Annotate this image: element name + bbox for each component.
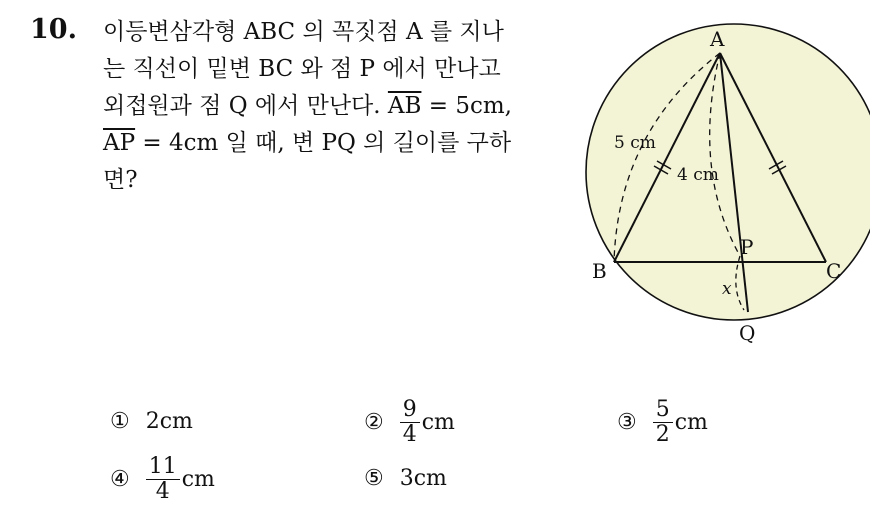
point-label-q: Q bbox=[739, 321, 756, 345]
segment-ap: $\overline{AP}$ bbox=[103, 130, 136, 156]
choice-marker: ③ bbox=[617, 410, 637, 435]
question-line-5 bbox=[103, 162, 573, 199]
fraction bbox=[146, 455, 180, 504]
question-line-2 bbox=[103, 51, 573, 88]
point-label-c: C bbox=[826, 259, 842, 283]
fraction bbox=[653, 398, 673, 447]
choice-marker: ⑤ bbox=[364, 466, 384, 491]
choice-1[interactable] bbox=[110, 409, 193, 434]
geometry-figure bbox=[580, 20, 870, 350]
length-label-ab: 5 cm bbox=[614, 133, 656, 153]
choice-3[interactable] bbox=[617, 398, 708, 447]
fraction-denominator: 2 bbox=[655, 422, 670, 447]
choice-2[interactable] bbox=[364, 398, 455, 447]
point-label-p: P bbox=[740, 235, 754, 259]
fraction-numerator: 5 bbox=[653, 398, 673, 423]
question-text-segment: 이등변삼각형 ABC 의 꼭짓점 A 를 지나 bbox=[103, 19, 504, 45]
choice-value: 2cm bbox=[145, 409, 193, 434]
question-text-segment: 면? bbox=[103, 167, 138, 193]
choice-unit: cm bbox=[674, 410, 708, 435]
choice-4[interactable] bbox=[110, 455, 215, 504]
question-line-4 bbox=[103, 125, 573, 162]
fraction bbox=[400, 398, 420, 447]
question-line-3 bbox=[103, 88, 573, 125]
question-text-segment: 외접원과 점 Q 에서 만난다. bbox=[103, 93, 388, 119]
choice-marker: ② bbox=[364, 410, 384, 435]
choice-unit: cm bbox=[181, 467, 215, 492]
choice-marker: ① bbox=[110, 409, 130, 434]
point-label-b: B bbox=[592, 259, 607, 283]
fraction-numerator: 11 bbox=[146, 455, 180, 480]
question-text bbox=[103, 14, 573, 199]
segment-ab: $\overline{AB}$ bbox=[387, 93, 422, 119]
choice-marker: ④ bbox=[110, 467, 130, 492]
length-label-ap: 4 cm bbox=[677, 165, 719, 185]
unknown-label-x: x bbox=[722, 279, 732, 299]
question-number: 10. bbox=[30, 14, 77, 45]
question-text-segment: = 5cm, bbox=[421, 93, 512, 119]
point-label-a: A bbox=[710, 27, 725, 51]
fraction-denominator: 4 bbox=[155, 479, 170, 504]
fraction-denominator: 4 bbox=[402, 422, 417, 447]
fraction-numerator: 9 bbox=[400, 398, 420, 423]
choice-5[interactable] bbox=[364, 466, 447, 491]
question-text-segment: = 4cm 일 때, 변 PQ 의 길이를 구하 bbox=[135, 130, 512, 156]
choice-unit: cm bbox=[421, 410, 455, 435]
choice-value: 3cm bbox=[399, 466, 447, 491]
question-text-segment: 는 직선이 밑변 BC 와 점 P 에서 만나고 bbox=[103, 56, 501, 82]
question-line-1 bbox=[103, 14, 573, 51]
